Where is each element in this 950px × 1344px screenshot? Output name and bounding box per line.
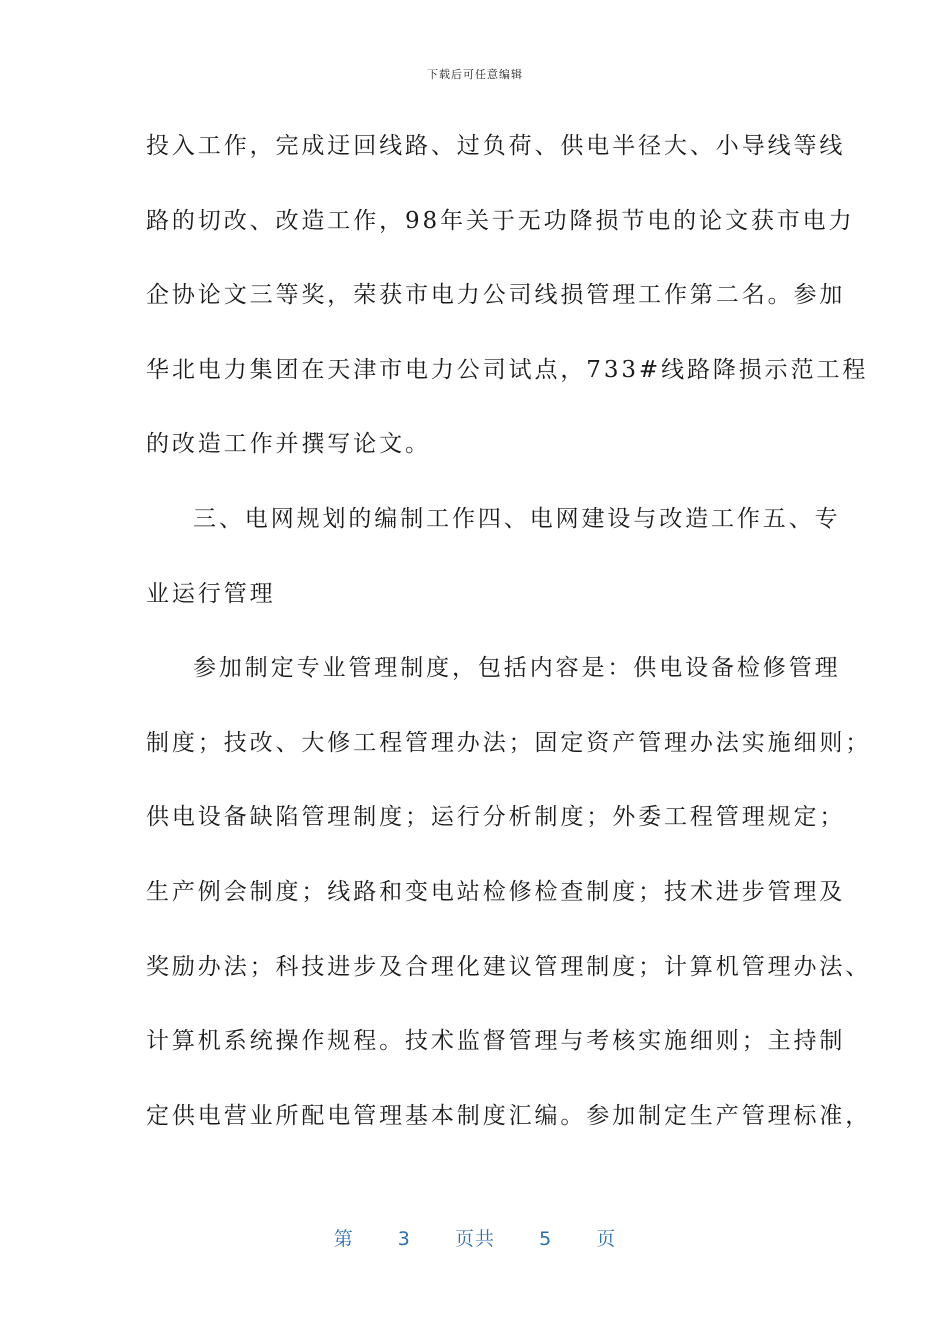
body-line: 计算机系统操作规程。技术监督管理与考核实施细则；主持制: [146, 1028, 846, 1055]
body-line: 路的切改、改造工作，98年关于无功降损节电的论文获市电力: [146, 207, 855, 234]
body-line: 生产例会制度；线路和变电站检修检查制度；技术进步管理及: [146, 878, 846, 905]
document-body: [146, 126, 872, 1170]
body-line: 参加制定专业管理制度，包括内容是：供电设备检修管理: [193, 655, 841, 682]
total-page-count: 5: [539, 1228, 553, 1250]
body-line: 定供电营业所配电管理基本制度汇编。参加制定生产管理标准，: [146, 1102, 872, 1129]
page-label-suffix: 页: [596, 1228, 617, 1250]
section-heading-line: 业运行管理: [146, 580, 276, 607]
page-label-prefix: 第: [333, 1228, 354, 1250]
page-footer: [0, 1224, 950, 1251]
body-line: 华北电力集团在天津市电力公司试点，733#线路降损示范工程: [146, 356, 869, 383]
body-line: 企协论文三等奖，荣获市电力公司线损管理工作第二名。参加: [146, 282, 846, 309]
body-line: 制度；技改、大修工程管理办法；固定资产管理办法实施细则；: [146, 729, 872, 756]
body-line: 的改造工作并撰写论文。: [146, 431, 431, 458]
current-page-number: 3: [397, 1228, 411, 1250]
page-label-middle: 页共: [454, 1228, 495, 1250]
header-note: 下载后可任意编辑: [427, 68, 523, 81]
body-line: 投入工作，完成迂回线路、过负荷、供电半径大、小导线等线: [146, 133, 846, 159]
body-line: 奖励办法；科技进步及合理化建议管理制度；计算机管理办法、: [146, 953, 872, 980]
body-line: 供电设备缺陷管理制度；运行分析制度；外委工程管理规定；: [146, 804, 846, 831]
section-heading-line: 三、电网规划的编制工作四、电网建设与改造工作五、专: [193, 505, 841, 532]
